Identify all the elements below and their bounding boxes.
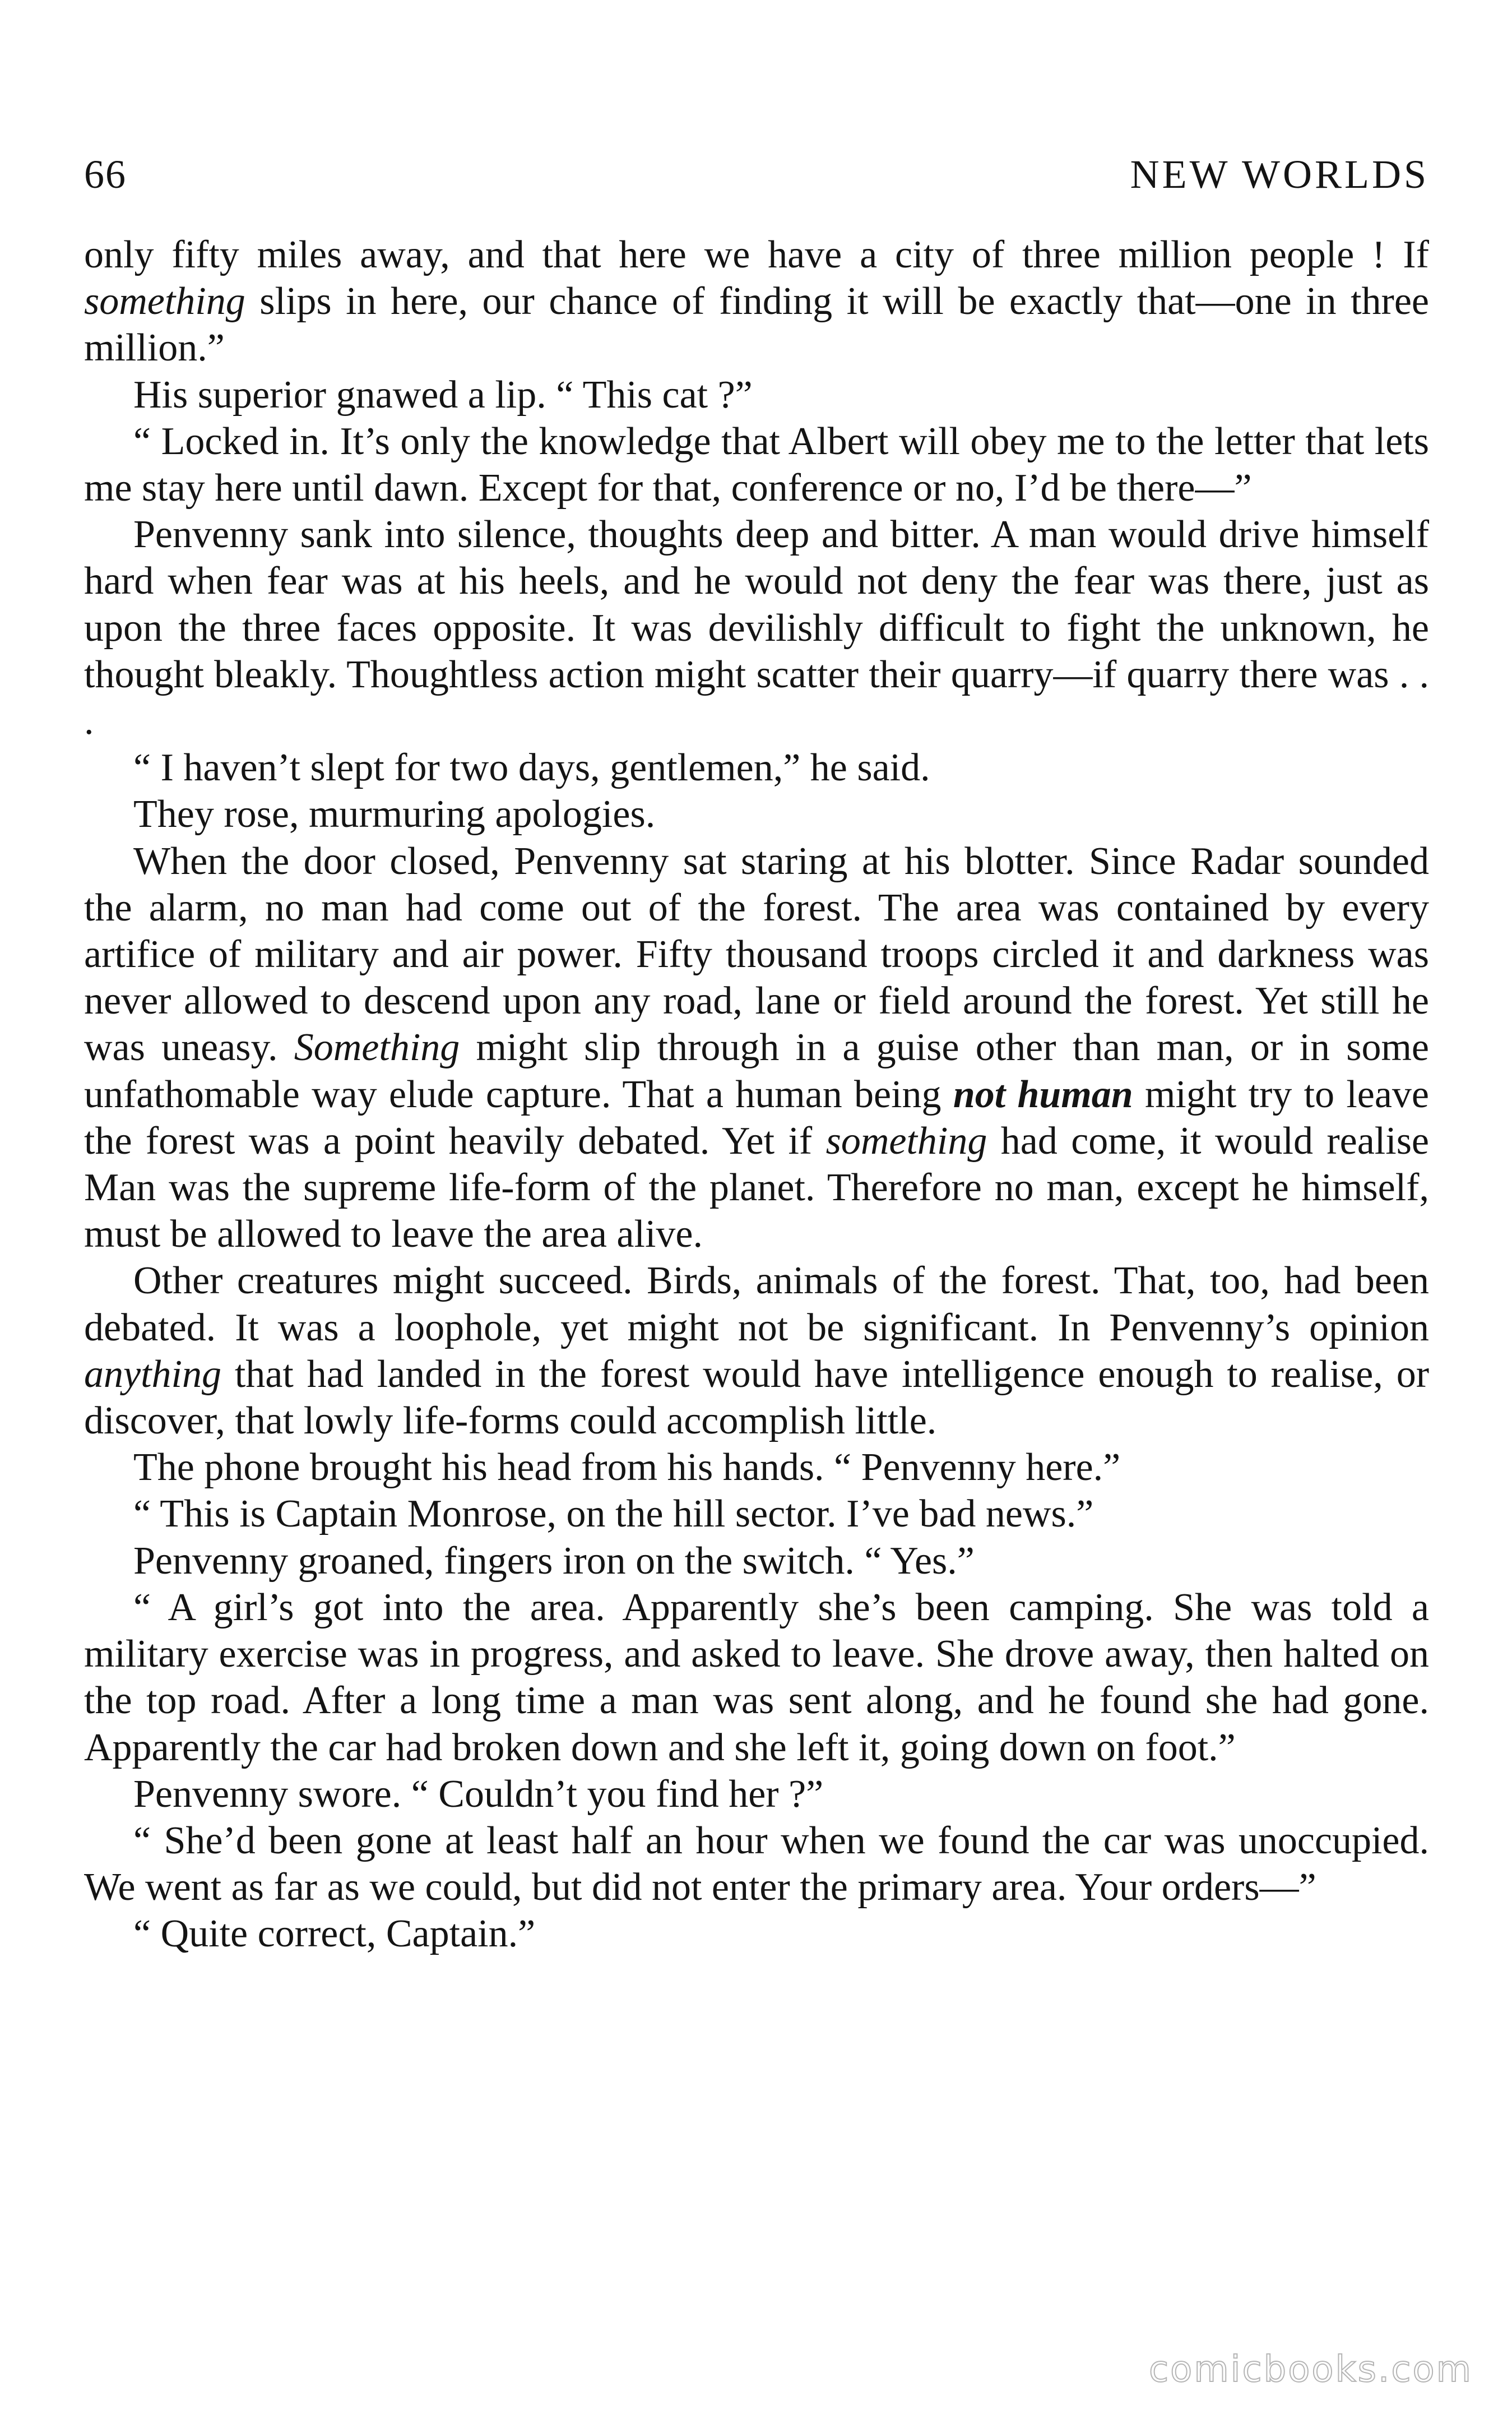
paragraph (84, 1538, 1429, 1584)
page-number: 66 (84, 152, 127, 197)
paragraph (84, 1444, 1429, 1491)
text-run: When the door closed, Penvenny sat staring at his blotter. Since Radar sounded the alarm, no man had come out of the forest. The area was contained by every artifice of military and air power. Fifty thousand troops circled it and darkness was never allowed to descend upon any road, lane or field around the forest. Yet still he was uneasy. (84, 839, 1429, 1070)
paragraph (84, 838, 1429, 1258)
text-run: “ This is Captain Monrose, on the hill sector. I’ve bad news.” (133, 1492, 1094, 1536)
paragraph (84, 1491, 1429, 1537)
text-run: The phone brought his head from his hands. “ Penvenny here.” (133, 1446, 1121, 1489)
paragraph (84, 791, 1429, 838)
paragraph (84, 511, 1429, 744)
paragraph (84, 232, 1429, 372)
emphasis-text: anything (84, 1352, 221, 1396)
body-text (84, 232, 1429, 1958)
text-run: Other creatures might succeed. Birds, animals of the forest. That, too, had been debated. It was a loophole, yet might not be significant. In Penvenny’s opinion (84, 1259, 1429, 1349)
text-run: “ She’d been gone at least half an hour when we found the car was unoccupied. We went as far as we could, but did not enter the primary area. Your orders—” (84, 1819, 1429, 1909)
text-run: “ Locked in. It’s only the knowledge that Albert will obey me to the letter that lets me stay here until dawn. Except for that, conference or no, I’d be there—” (84, 419, 1429, 510)
text-run: that had landed in the forest would have intelligence enough to realise, or discover, that lowly life-forms could accomplish little. (84, 1352, 1429, 1443)
paragraph (84, 372, 1429, 418)
text-run: They rose, murmuring apologies. (133, 793, 656, 836)
text-run: “ A girl’s got into the area. Apparently she’s been camping. She was told a military exercise was in progress, and asked to leave. She drove away, then halted on the top road. After a long time a man was sent along, and he found she had gone. Apparently the car had broken down and she left it, going down on foot.” (84, 1585, 1429, 1769)
text-run: Penvenny sank into silence, thoughts deep and bitter. A man would drive himself hard when fear was at his heels, and he would not deny the fear was there, just as upon the three faces opposite. It was devilishly difficult to fight the unknown, he thought bleakly. Thoughtless action might scatter their quarry—if quarry there was . . . (84, 513, 1429, 743)
text-run: had come, it would realise Man was the supreme life-form of the planet. Therefore no man, except he himself, must be allowed to leave the area alive. (84, 1119, 1430, 1256)
text-run: “ I haven’t slept for two days, gentlemen,” he said. (133, 746, 930, 790)
text-run: might slip through in a guise other than man, or in some unfathomable way elude capture. That a human being (84, 1026, 1429, 1116)
emphasis-text: not human (953, 1072, 1133, 1116)
paragraph (84, 418, 1429, 511)
emphasis-text: something (84, 280, 245, 323)
text-run: Penvenny swore. “ Couldn’t you find her ?” (133, 1772, 824, 1816)
paragraph (84, 1584, 1429, 1771)
running-title: NEW WORLDS (1130, 152, 1429, 197)
text-run: Penvenny groaned, fingers iron on the switch. “ Yes.” (133, 1539, 975, 1583)
paragraph (84, 1817, 1429, 1910)
paragraph (84, 1910, 1429, 1957)
text-run: slips in here, our chance of finding it will be exactly that—one in three million.” (84, 280, 1429, 370)
text-run: “ Quite correct, Captain.” (133, 1912, 536, 1956)
text-run: might try to leave the forest was a point heavily debated. Yet if (84, 1072, 1429, 1163)
paragraph (84, 1257, 1429, 1444)
emphasis-text: Something (294, 1026, 460, 1070)
paragraph (84, 1771, 1429, 1817)
text-run: only fifty miles away, and that here we have a city of three million people ! If (84, 233, 1429, 276)
emphasis-text: something (825, 1119, 987, 1163)
book-page (84, 151, 1429, 1958)
text-run: His superior gnawed a lip. “ This cat ?” (133, 373, 753, 417)
paragraph (84, 744, 1429, 791)
watermark-logo: comicbooks.com (1148, 2349, 1473, 2390)
page-header (84, 151, 1429, 198)
